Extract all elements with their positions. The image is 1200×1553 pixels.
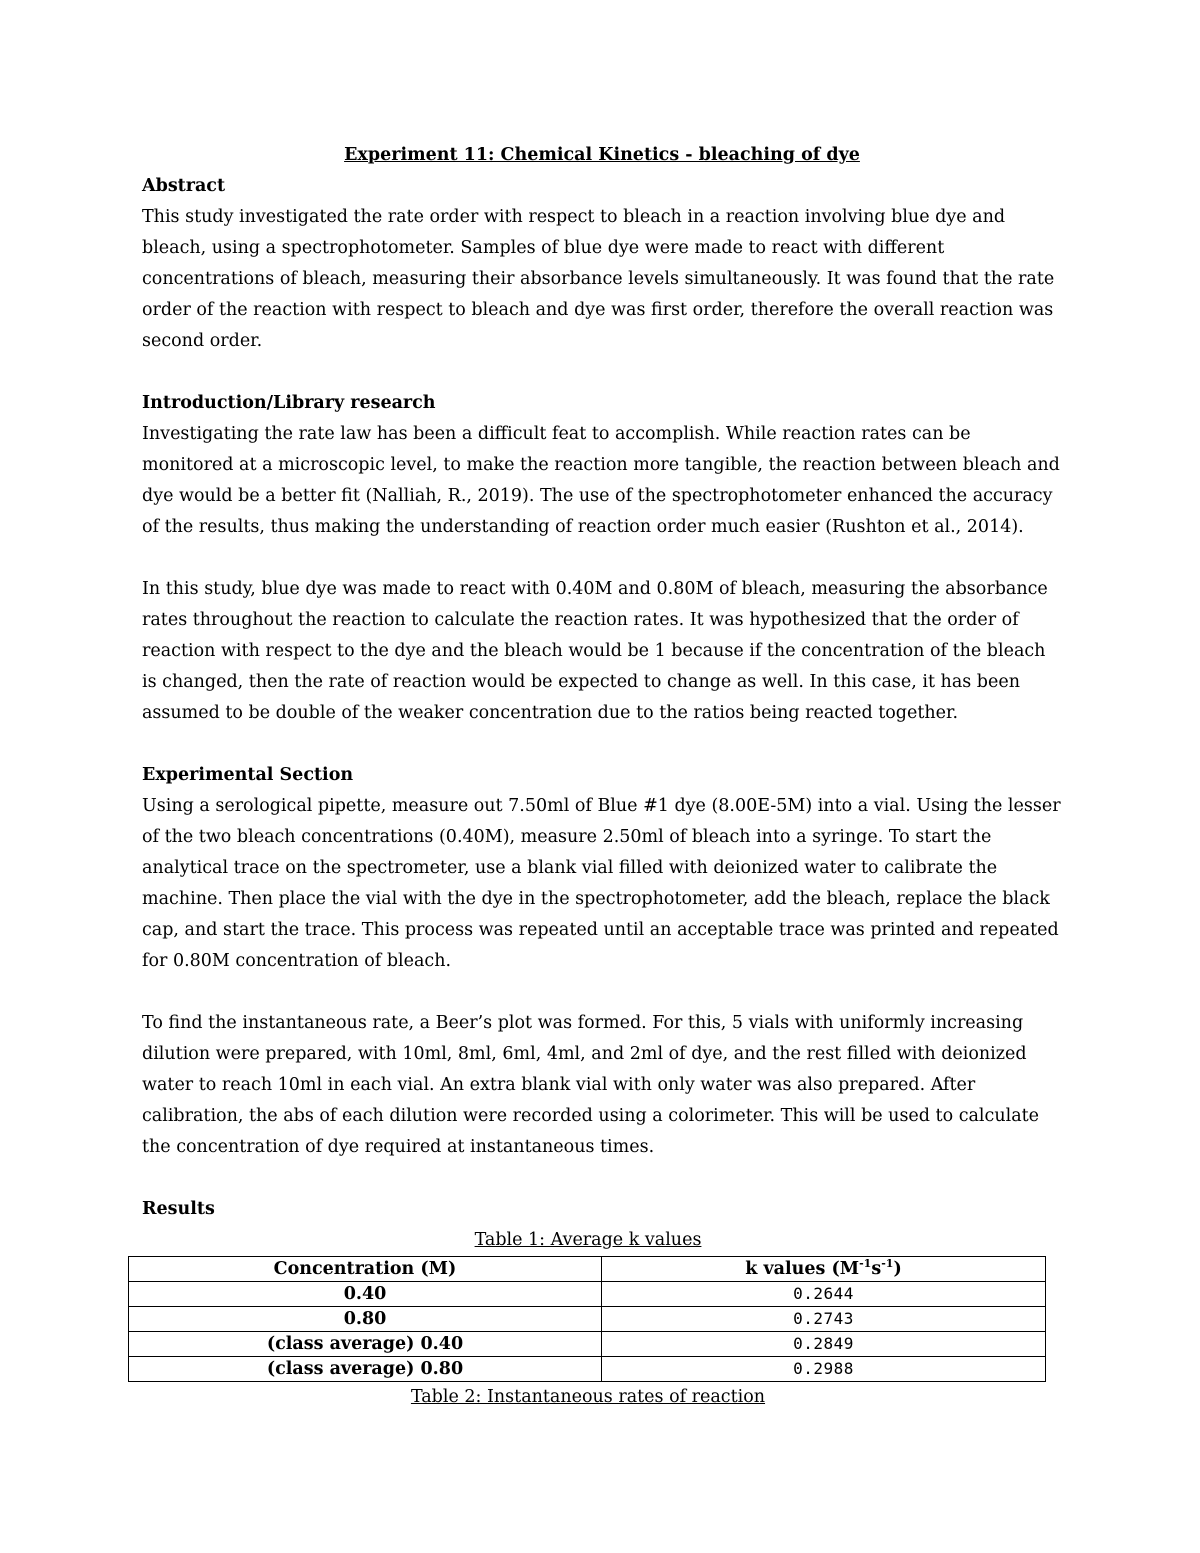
introduction-heading: Introduction/Library research [142, 393, 436, 413]
k-value-cell: 0.2743 [602, 1307, 1046, 1332]
k-value-cell: 0.2988 [602, 1357, 1046, 1382]
document-page [142, 140, 1062, 1413]
table-row [129, 1357, 1046, 1382]
header-concentration: Concentration (M) [129, 1257, 602, 1282]
concentration-cell: 0.80 [129, 1307, 602, 1332]
introduction-paragraph-2: In this study, blue dye was made to react with 0.40M and 0.80M of bleach, measuring the absorbance rates throughout the reaction to calculate the reaction rates. It was hypothesized that the order of reaction with respect to the dye and the bleach would be 1 because if the concentration of the bleach is changed, then the rate of reaction would be expected to change as well. In this case, it has been assumed to be double of the weaker concentration due to the ratios being reacted together. [142, 579, 1048, 723]
concentration-cell: 0.40 [129, 1282, 602, 1307]
results-heading: Results [142, 1199, 215, 1219]
experimental-paragraph-1: Using a serological pipette, measure out 7.50ml of Blue #1 dye (8.00E-5M) into a vial. Using the lesser of the two bleach concentrations (0.40M), measure 2.50ml of bleach into a syringe. To start the analytical trace on the spectrometer, use a blank vial filled with deionized water to calibrate the machine. Then place the vial with the dye in the spectrophotometer, add the bleach, replace the black cap, and start the trace. This process was repeated until an acceptable trace was printed and repeated for 0.80M concentration of bleach. [142, 796, 1061, 971]
abstract-heading: Abstract [142, 176, 226, 196]
document-title: Experiment 11: Chemical Kinetics - bleaching of dye [344, 145, 860, 165]
k-values-table [128, 1256, 1046, 1382]
table-row [129, 1332, 1046, 1357]
introduction-paragraph-1: Investigating the rate law has been a difficult feat to accomplish. While reaction rates can be monitored at a microscopic level, to make the reaction more tangible, the reaction between bleach and dye would be a better fit (Nalliah, R., 2019). The use of the spectrophotometer enhanced the accuracy of the results, thus making the understanding of reaction order much easier (Rushton et al., 2014). [142, 424, 1060, 537]
table-header-row [129, 1257, 1046, 1282]
table-row [129, 1282, 1046, 1307]
table-2-caption: Table 2: Instantaneous rates of reaction [410, 1387, 766, 1407]
concentration-cell: (class average) 0.80 [129, 1357, 602, 1382]
table-1-caption: Table 1: Average k values [474, 1230, 702, 1250]
k-value-cell: 0.2849 [602, 1332, 1046, 1357]
experimental-heading: Experimental Section [142, 765, 354, 785]
table-row [129, 1307, 1046, 1332]
k-value-cell: 0.2644 [602, 1282, 1046, 1307]
header-k-values: k values $(M^{-1}s^{-1})$ [602, 1257, 1046, 1282]
concentration-cell: (class average) 0.40 [129, 1332, 602, 1357]
experimental-paragraph-2: To find the instantaneous rate, a Beer’s plot was formed. For this, 5 vials with uniformly increasing dilution were prepared, with 10ml, 8ml, 6ml, 4ml, and 2ml of dye, and the rest filled with deionized water to reach 10ml in each vial. An extra blank vial with only water was also prepared. After calibration, the abs of each dilution were recorded using a colorimeter. This will be used to calculate the concentration of dye required at instantaneous times. [142, 1013, 1040, 1157]
abstract-text: This study investigated the rate order with respect to bleach in a reaction involving blue dye and bleach, using a spectrophotometer. Samples of blue dye were made to react with different concentrations of bleach, measuring their absorbance levels simultaneously. It was found that the rate order of the reaction with respect to bleach and dye was first order, therefore the overall reaction was second order. [142, 207, 1055, 351]
